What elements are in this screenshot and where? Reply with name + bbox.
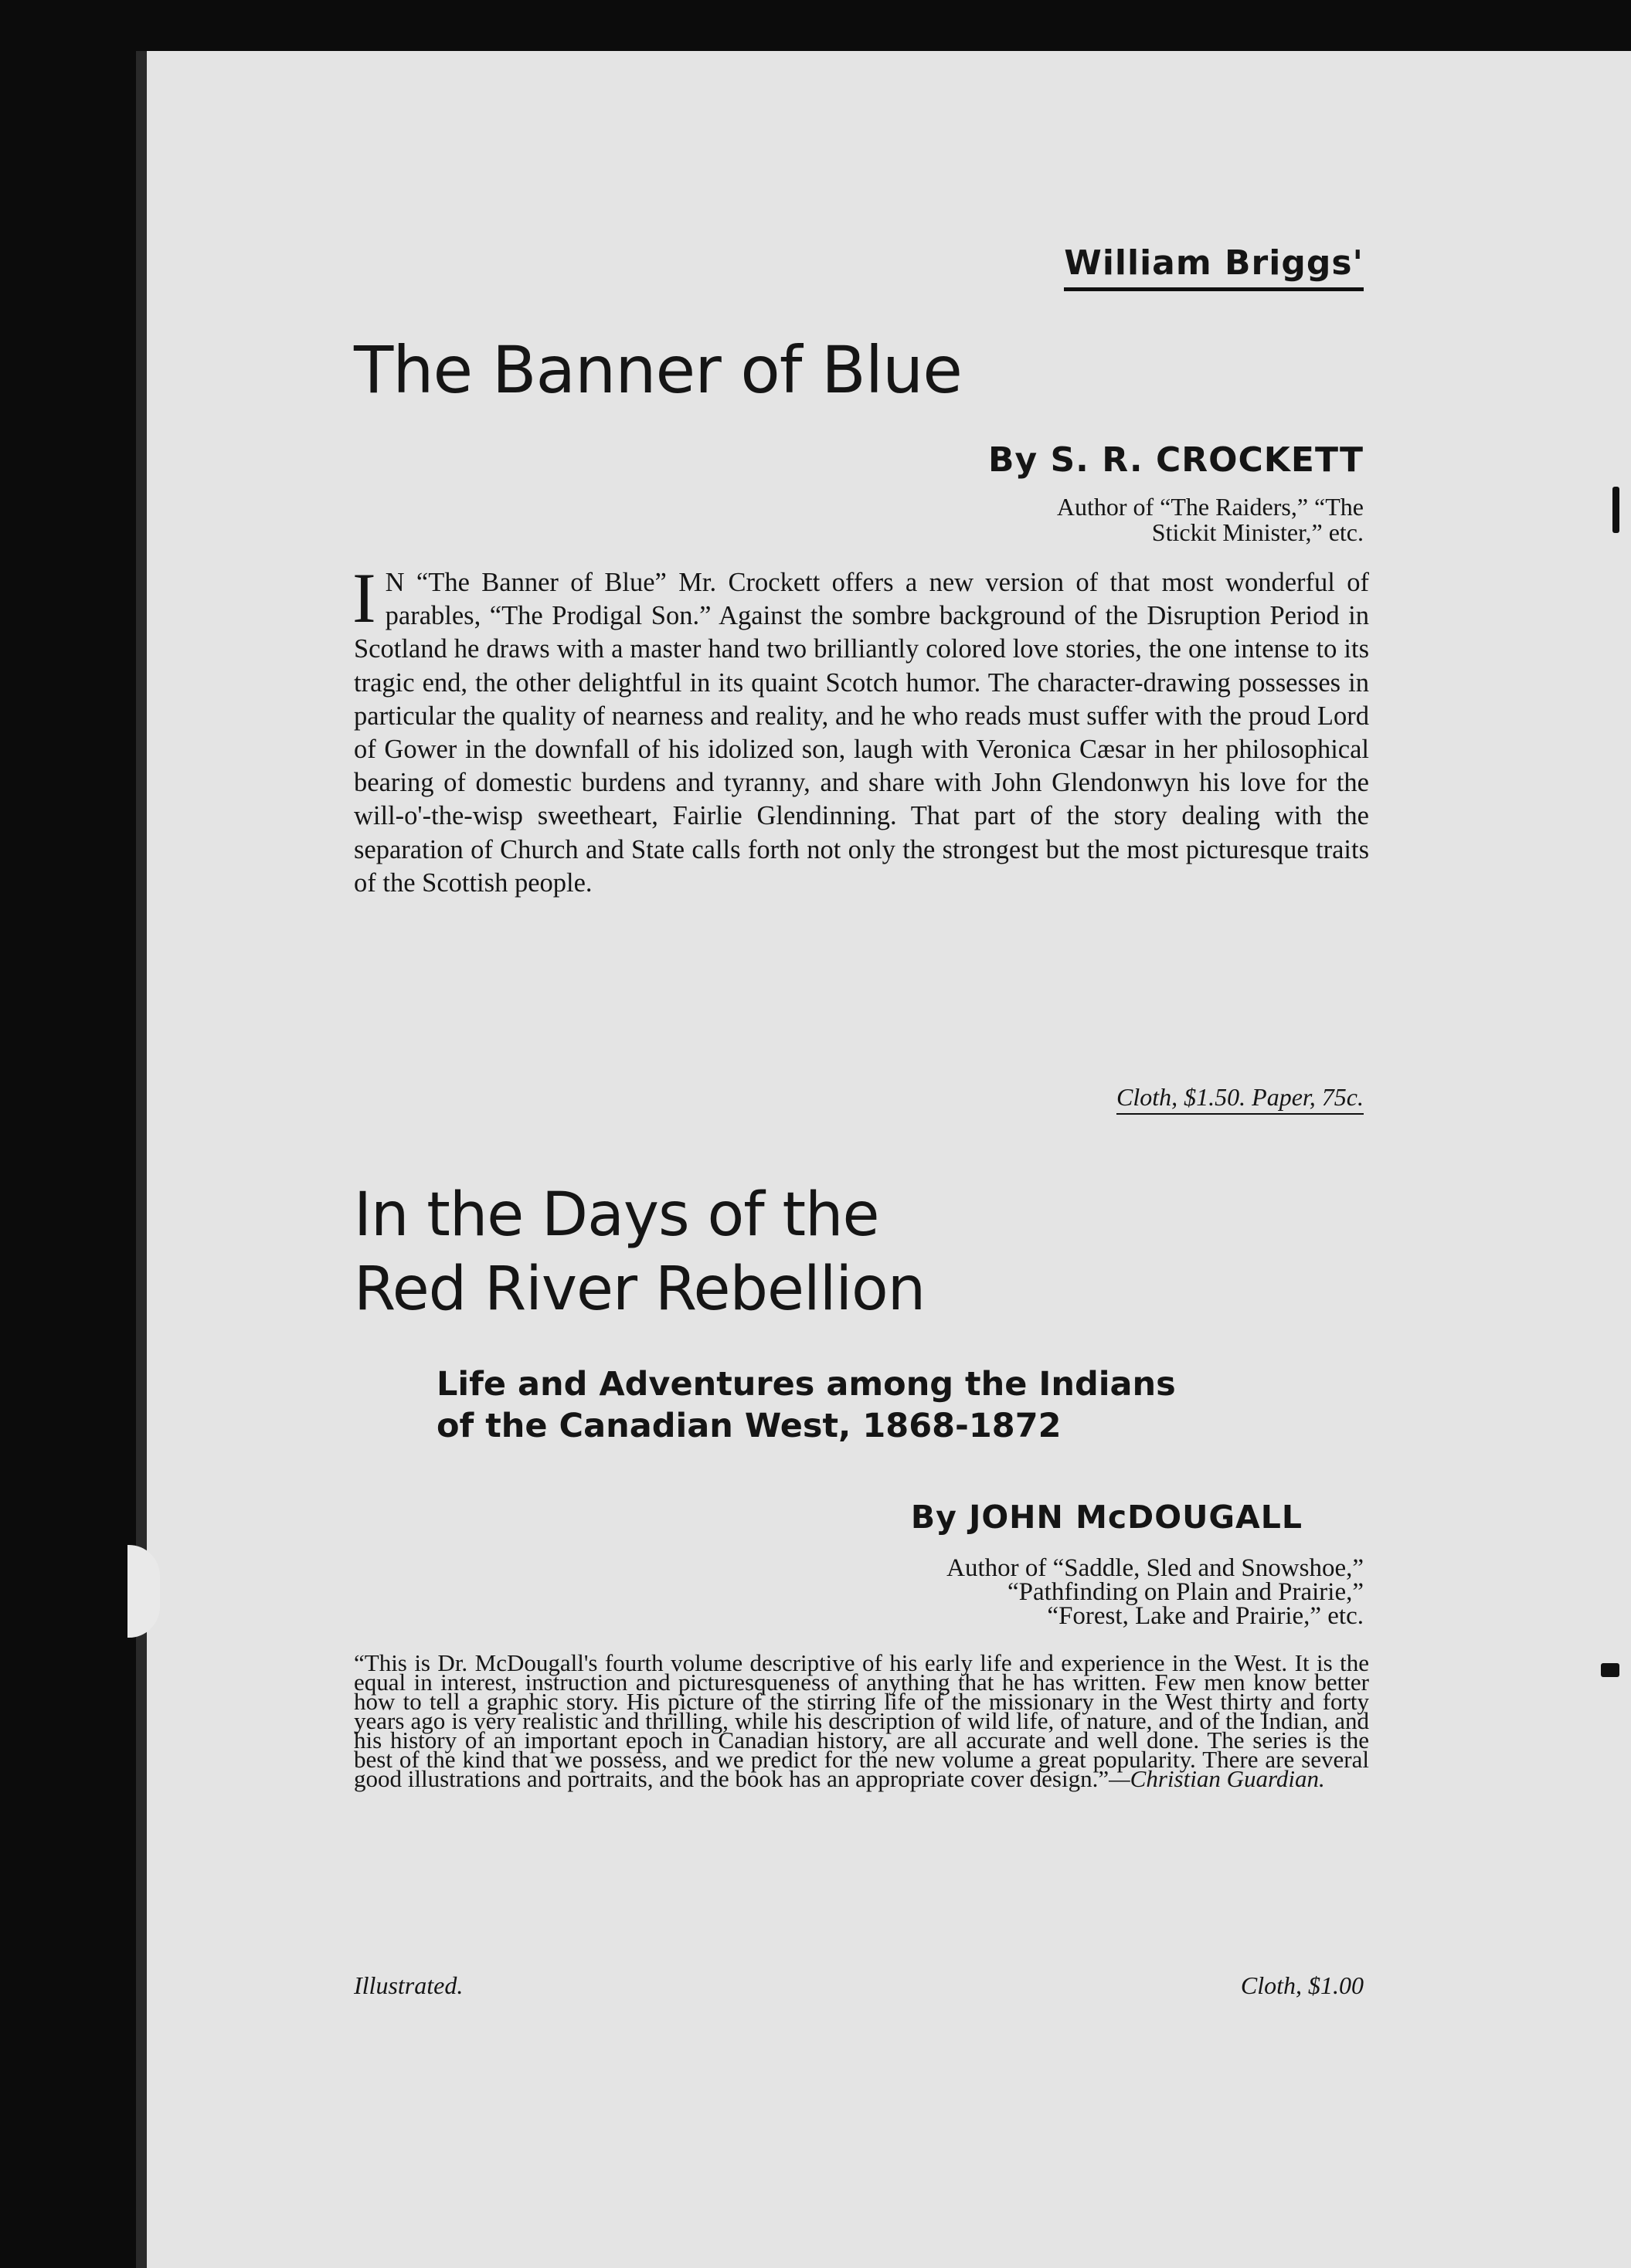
book1-title: The Banner of Blue xyxy=(354,332,962,408)
book1-description: N “The Banner of Blue” Mr. Crockett offers a new version of that most wonderful of parables, “The Prodigal Son.” Against the sombre background of the Disruption Period in Scotland he draws with a master hand two brilliantly colored love stories, the one intense to its tragic end, the other delightful in its quaint Scotch humor. The character-drawing possesses in particular the quality of nearness and reality, and he who reads must suffer with the proud Lord of Gower in the downfall of his idolized son, laugh with Veronica Cæsar in her philosophical bearing of domestic burdens and tyranny, and share with John Glendonwyn his love for the will-o'-the-wisp sweetheart, Fairlie Glendinning. That part of the story dealing with the separation of Church and State calls forth not only the strongest but the most picturesque traits of the Scottish people. xyxy=(354,568,1369,898)
book2-title xyxy=(354,1178,925,1326)
book2-subtitle xyxy=(437,1363,1176,1447)
book1-byline: By S. R. CROCKETT xyxy=(987,440,1364,480)
margin-mark-bottom xyxy=(1601,1663,1619,1677)
book2-illustrated-note: Illustrated. xyxy=(354,1971,464,1999)
book2-subtitle-line1: Life and Adventures among the Indians xyxy=(437,1365,1176,1404)
book2-title-line1: In the Days of the xyxy=(354,1180,879,1250)
book2-review: “This is Dr. McDougall's fourth volume descriptive of his early life and experience in the West. It is the equal in interest, instruction and picturesqueness of anything that he has written. Few men know better how to tell a graphic story. His picture of the stirring life of the missionary in the West thirty and forty years ago is very realistic and thrilling, while his description of wild life, of nature, and of the Indian, and his history of an important epoch in Canadian history, are all accurate and well done. The series is the best of the kind that we possess, and we predict for the new volume a great popularity. There are several good illustrations and portraits, and the book has an appropriate cover design.” xyxy=(354,1649,1369,1792)
book1-price: Cloth, $1.50. Paper, 75c. xyxy=(1116,1083,1364,1115)
book1-author-of-line2: Stickit Minister,” etc. xyxy=(1151,518,1364,546)
book2-author-of-line1: Author of “Saddle, Sled and Snowshoe,” xyxy=(946,1554,1364,1582)
book1-author-of xyxy=(885,494,1364,545)
book2-byline: By JOHN McDOUGALL xyxy=(910,1499,1303,1536)
book2-title-line2: Red River Rebellion xyxy=(354,1255,926,1324)
page-edge-shadow xyxy=(136,51,147,2268)
drop-cap: I xyxy=(352,559,376,637)
book2-author-of-line3: “Forest, Lake and Prairie,” etc. xyxy=(1047,1602,1364,1630)
book2-author-of xyxy=(776,1554,1364,1630)
book2-author-of-line2: “Pathfinding on Plain and Prairie,” xyxy=(1007,1578,1364,1606)
book2-review-paragraph xyxy=(354,1649,1369,1792)
book2-subtitle-line2: of the Canadian West, 1868-1872 xyxy=(437,1407,1062,1445)
book1-author-of-line1: Author of “The Raiders,” “The xyxy=(1056,493,1364,521)
margin-mark-top xyxy=(1612,487,1619,533)
book2-price: Cloth, $1.00 xyxy=(1240,1971,1364,1999)
book1-description-paragraph xyxy=(352,559,1369,900)
book2-review-source: —Christian Guardian. xyxy=(1109,1765,1325,1792)
publisher-header: William Briggs' xyxy=(1064,243,1364,291)
